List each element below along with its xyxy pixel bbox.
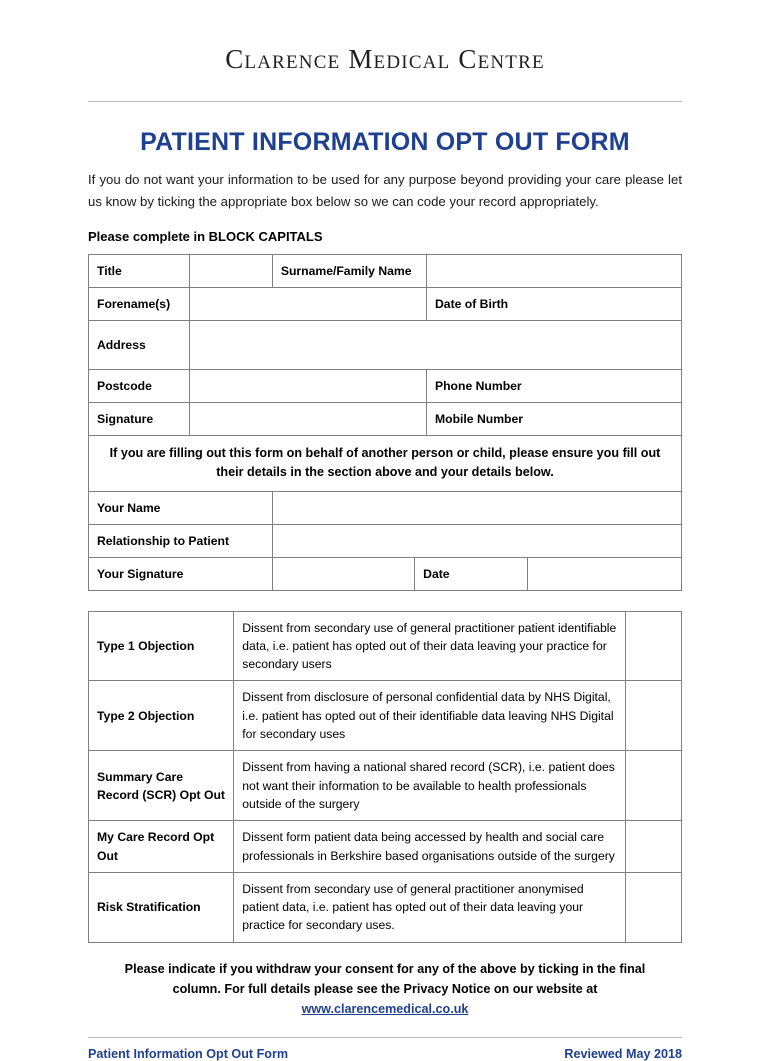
table-row [89, 557, 682, 590]
page-title: PATIENT INFORMATION OPT OUT FORM [140, 128, 630, 156]
your-signature-label: Your Signature [89, 557, 273, 590]
objection-name: Summary Care Record (SCR) Opt Out [89, 751, 234, 821]
representative-table [88, 491, 682, 591]
behalf-notice-table [88, 435, 682, 492]
date-input[interactable] [527, 557, 681, 590]
footer-review-date: Reviewed May 2018 [564, 1047, 682, 1061]
table-row [89, 369, 682, 402]
behalf-notice-text: If you are filling out this form on behalf of another person or child, please ensure you fill out their details in the section above and your details below. [89, 435, 682, 491]
objection-tick-box[interactable] [625, 872, 681, 942]
patient-details-table [88, 254, 682, 436]
objection-description: Dissent from disclosure of personal confidential data by NHS Digital, i.e. patient has opted out of their identifiable data leaving NHS Digital for secondary uses [234, 681, 625, 751]
table-row [89, 821, 682, 873]
signature-input[interactable] [189, 402, 426, 435]
objection-tick-box[interactable] [625, 611, 681, 681]
date-label: Date [415, 557, 528, 590]
phone-label: Phone Number [426, 369, 681, 402]
objection-name: Risk Stratification [89, 872, 234, 942]
consent-instruction [88, 959, 682, 1019]
table-row [89, 751, 682, 821]
practice-letterhead: Clarence Medical Centre [225, 44, 545, 74]
relationship-label: Relationship to Patient [89, 524, 273, 557]
table-row [89, 681, 682, 751]
surname-input[interactable] [426, 254, 681, 287]
signature-label: Signature [89, 402, 190, 435]
your-signature-input[interactable] [272, 557, 414, 590]
postcode-label: Postcode [89, 369, 190, 402]
objection-name: Type 2 Objection [89, 681, 234, 751]
mobile-label: Mobile Number [426, 402, 681, 435]
page-footer [88, 1038, 682, 1061]
objection-name: Type 1 Objection [89, 611, 234, 681]
intro-paragraph: If you do not want your information to be used for any purpose beyond providing your care please let us know by ticking the appropriate box below so we can code your record appropriately. [88, 172, 682, 209]
table-row [89, 320, 682, 369]
header-divider [88, 101, 682, 102]
table-row [89, 435, 682, 491]
consent-instruction-line2: column. For full details please see the Privacy Notice on our website at [172, 981, 598, 996]
objection-description: Dissent from having a national shared record (SCR), i.e. patient does not want their information to be available to health professionals outside of the surgery [234, 751, 625, 821]
address-label: Address [89, 320, 190, 369]
objection-description: Dissent from secondary use of general practitioner patient identifiable data, i.e. patient has opted out of their data leaving your practice for secondary users [234, 611, 625, 681]
forenames-label: Forename(s) [89, 287, 190, 320]
surname-label: Surname/Family Name [272, 254, 426, 287]
consent-instruction-line1: Please indicate if you withdraw your consent for any of the above by ticking in the final [124, 961, 646, 976]
title-input[interactable] [189, 254, 272, 287]
block-capitals-instruction: Please complete in BLOCK CAPITALS [88, 228, 323, 244]
objection-description: Dissent from secondary use of general practitioner anonymised patient data, i.e. patient has opted out of their data leaving your practice for secondary uses. [234, 872, 625, 942]
table-row [89, 402, 682, 435]
table-row [89, 287, 682, 320]
relationship-input[interactable] [272, 524, 681, 557]
postcode-input[interactable] [189, 369, 426, 402]
forenames-input[interactable] [189, 287, 426, 320]
table-row [89, 611, 682, 681]
table-row [89, 491, 682, 524]
objection-tick-box[interactable] [625, 681, 681, 751]
table-row [89, 254, 682, 287]
footer-document-name: Patient Information Opt Out Form [88, 1047, 289, 1061]
objection-tick-box[interactable] [625, 821, 681, 873]
your-name-label: Your Name [89, 491, 273, 524]
objection-name: My Care Record Opt Out [89, 821, 234, 873]
dob-label: Date of Birth [426, 287, 681, 320]
title-label: Title [89, 254, 190, 287]
table-row [89, 872, 682, 942]
your-name-input[interactable] [272, 491, 681, 524]
table-row [89, 524, 682, 557]
privacy-notice-link[interactable]: www.clarencemedical.co.uk [301, 1002, 469, 1017]
address-input[interactable] [189, 320, 681, 369]
objection-types-table [88, 611, 682, 943]
objection-description: Dissent form patient data being accessed by health and social care professionals in Berkshire based organisations outside of the surgery [234, 821, 625, 873]
objection-tick-box[interactable] [625, 751, 681, 821]
